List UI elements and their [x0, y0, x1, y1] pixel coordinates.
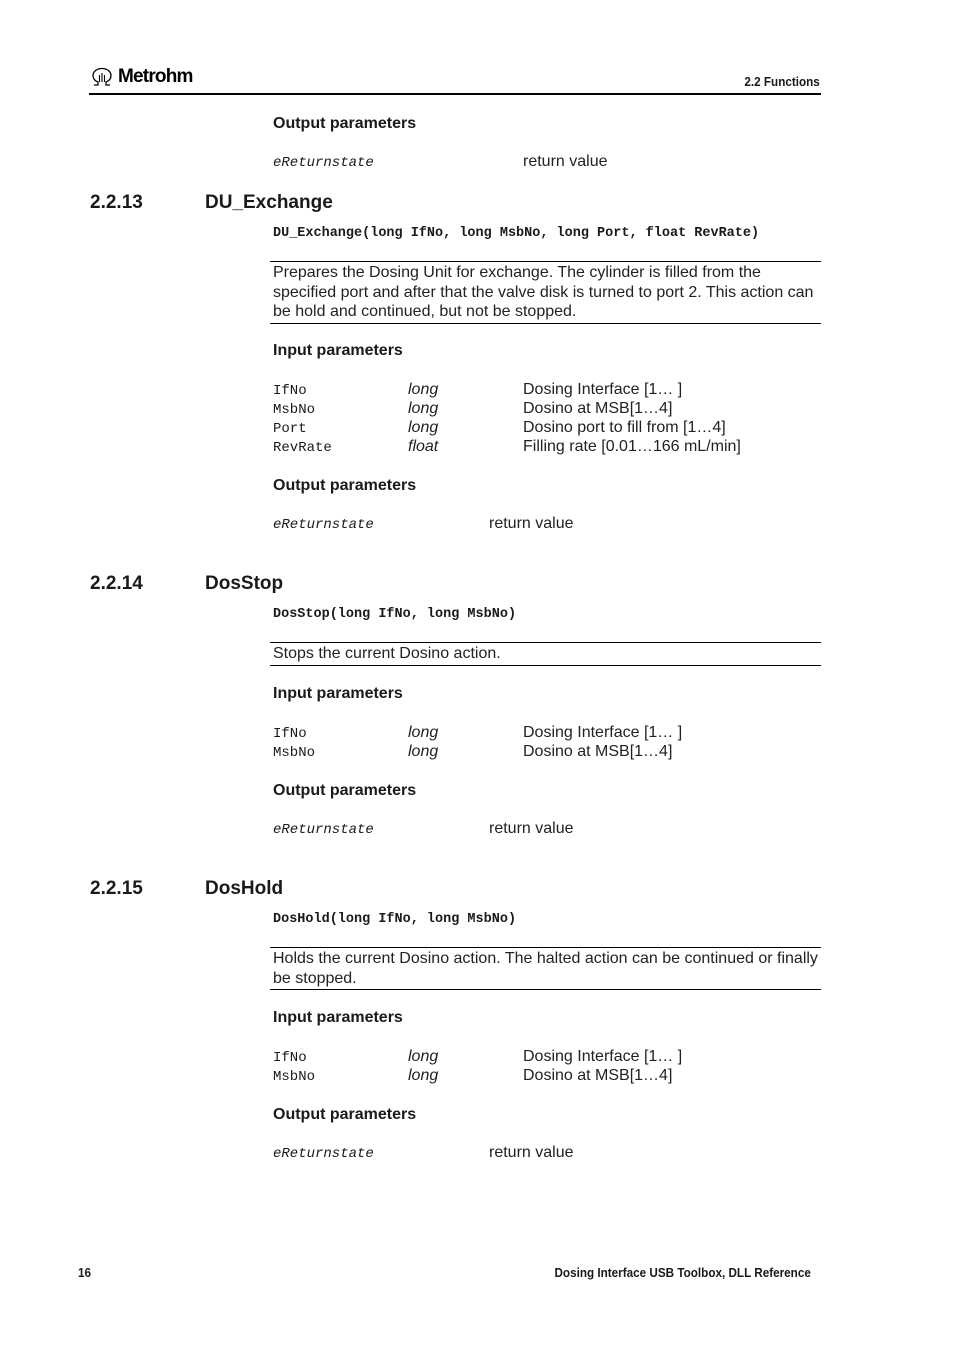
output-param-desc: return value	[489, 1144, 574, 1161]
input-parameters-heading: Input parameters	[273, 342, 403, 359]
param-type: long	[408, 1067, 439, 1084]
function-description: Prepares the Dosing Unit for exchange. The cylinder is filled from the specified port and after that the valve disk is turned to port 2. This action can be hold and continued, but not be stopped.	[270, 261, 821, 324]
param-type: float	[408, 438, 439, 455]
section-title: DosStop	[205, 573, 284, 594]
output-param-name: eReturnstate	[273, 517, 374, 533]
param-desc: Dosino port to fill from [1…4]	[523, 419, 726, 436]
param-name: IfNo	[273, 1050, 307, 1066]
function-description: Stops the current Dosino action.	[270, 642, 821, 666]
input-parameters-heading: Input parameters	[273, 685, 403, 702]
document-title: Dosing Interface USB Toolbox, DLL Reference	[554, 1265, 811, 1280]
param-name: MsbNo	[273, 745, 316, 761]
running-header: 2.2 Functions	[744, 74, 820, 89]
param-desc: Dosino at MSB[1…4]	[523, 1067, 673, 1084]
output-parameters-heading: Output parameters	[273, 782, 417, 799]
param-desc: Dosino at MSB[1…4]	[523, 400, 673, 417]
param-type: long	[408, 400, 439, 417]
output-param-name: eReturnstate	[273, 1146, 374, 1162]
param-name: IfNo	[273, 383, 307, 399]
param-name: MsbNo	[273, 1069, 316, 1085]
param-type: long	[408, 381, 439, 398]
section-number: 2.2.13	[90, 192, 143, 213]
function-signature: DU_Exchange(long IfNo, long MsbNo, long Port, float RevRate)	[273, 226, 760, 241]
param-name: IfNo	[273, 726, 307, 742]
param-desc: Dosino at MSB[1…4]	[523, 743, 673, 760]
param-desc: Dosing Interface [1… ]	[523, 1048, 683, 1065]
section-title: DU_Exchange	[205, 192, 333, 213]
page-number: 16	[78, 1265, 92, 1280]
output-param-name: eReturnstate	[273, 822, 374, 838]
param-type: long	[408, 743, 439, 760]
function-description: Holds the current Dosino action. The halted action can be continued or finally be stopped.	[270, 947, 821, 990]
section-title: DosHold	[205, 878, 284, 899]
function-signature: DosStop(long IfNo, long MsbNo)	[273, 607, 517, 622]
brand-name: Metrohm	[118, 66, 193, 87]
output-param-desc: return value	[523, 153, 608, 170]
param-name: Port	[273, 421, 307, 437]
metrohm-logo	[90, 66, 193, 88]
output-parameters-heading: Output parameters	[273, 477, 417, 494]
output-param-name: eReturnstate	[273, 155, 374, 171]
output-parameters-heading: Output parameters	[273, 115, 417, 132]
section-number: 2.2.15	[90, 878, 143, 899]
output-param-desc: return value	[489, 515, 574, 532]
output-parameters-heading: Output parameters	[273, 1106, 417, 1123]
param-name: RevRate	[273, 440, 332, 456]
param-desc: Dosing Interface [1… ]	[523, 381, 683, 398]
param-name: MsbNo	[273, 402, 316, 418]
input-parameters-heading: Input parameters	[273, 1009, 403, 1026]
param-type: long	[408, 724, 439, 741]
function-signature: DosHold(long IfNo, long MsbNo)	[273, 912, 517, 927]
param-desc: Dosing Interface [1… ]	[523, 724, 683, 741]
header-rule	[89, 93, 821, 95]
param-type: long	[408, 1048, 439, 1065]
param-type: long	[408, 419, 439, 436]
section-number: 2.2.14	[90, 573, 143, 594]
param-desc: Filling rate [0.01…166 mL/min]	[523, 438, 741, 455]
output-param-desc: return value	[489, 820, 574, 837]
omega-icon	[90, 67, 114, 87]
